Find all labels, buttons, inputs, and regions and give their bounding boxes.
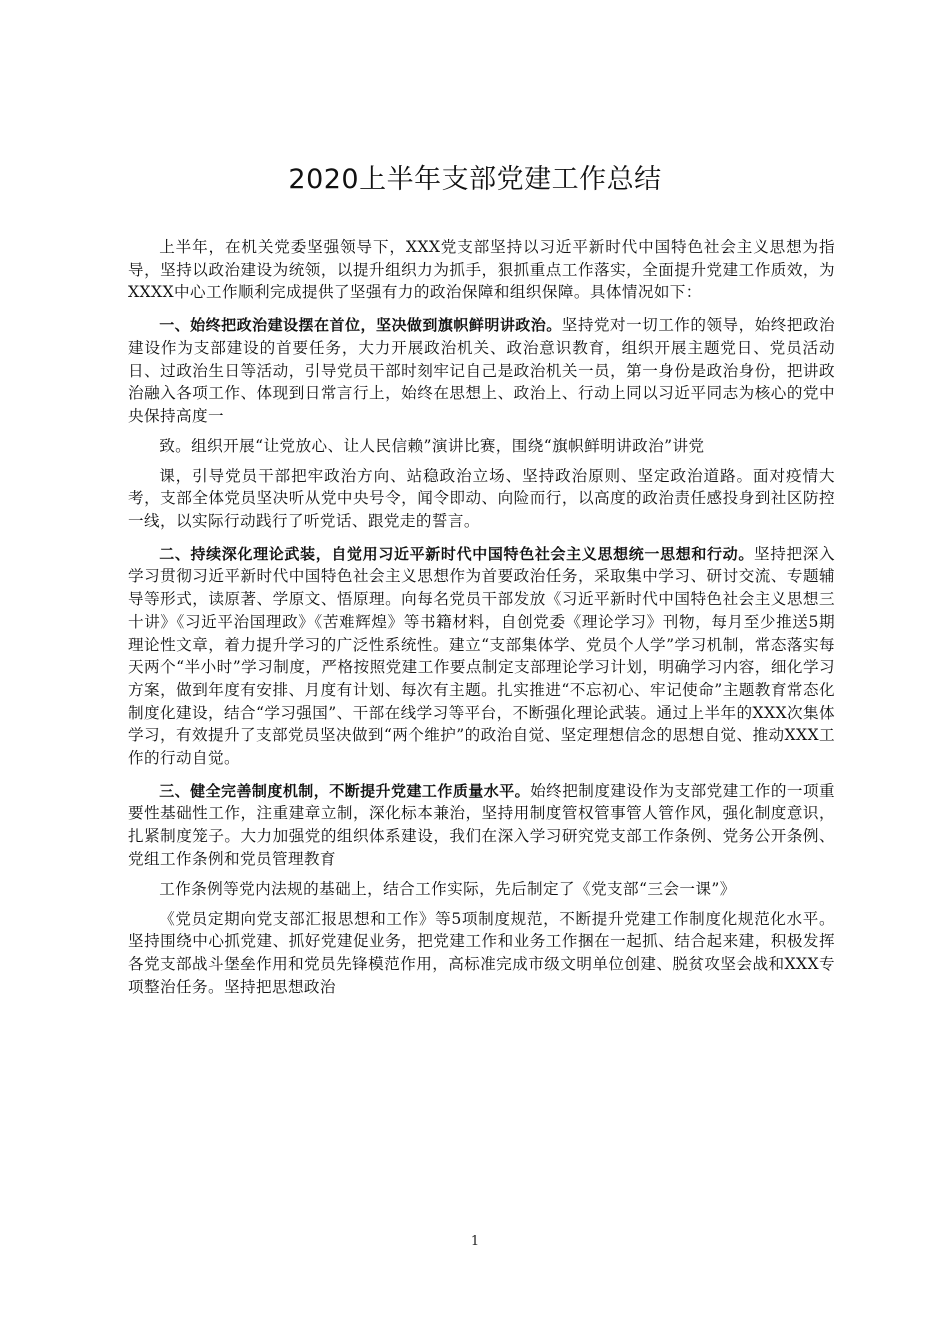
section-2-paragraph xyxy=(128,543,835,770)
section-3-text-c: 《党员定期向党支部汇报思想和工作》等5项制度规范，不断提升党建工作制度化规范化水平。坚持围绕中心抓党建、抓好党建促业务，把党建工作和业务工作捆在一起抓、结合起来建，积极发挥各党支部战斗堡垒作用和党员先锋模范作用，高标准完成市级文明单位创建、脱贫攻坚会战和XXX专项整治任务。坚持把思想政治 xyxy=(128,909,835,996)
section-2-heading: 二、持续深化理论武装，自觉用习近平新时代中国特色社会主义思想统一思想和行动。 xyxy=(159,544,754,563)
section-3-heading: 三、健全完善制度机制，不断提升党建工作质量水平。 xyxy=(159,781,531,800)
document-title: 2020上半年支部党建工作总结 xyxy=(288,164,662,195)
section-1-text-b: 致。组织开展“让党放心、让人民信赖”演讲比赛，围绕“旗帜鲜明讲政治”讲党 xyxy=(159,436,705,455)
document-body xyxy=(128,236,835,998)
section-1-text-c: 课，引导党员干部把牢政治方向、站稳政治立场、坚持政治原则、坚定政治道路。面对疫情大考，支部全体党员坚决听从党中央号令，闻令即动、向险而行，以高度的政治责任感投身到社区防控一线，以实际行动践行了听党话、跟党走的誓言。 xyxy=(128,466,835,531)
section-1-heading: 一、始终把政治建设摆在首位，坚决做到旗帜鲜明讲政治。 xyxy=(159,316,562,335)
section-1-paragraph xyxy=(128,314,835,533)
intro-paragraph: 上半年，在机关党委坚强领导下，XXX党支部坚持以习近平新时代中国特色社会主义思想为指导，坚持以政治建设为统领，以提升组织力为抓手，狠抓重点工作落实，全面提升党建工作质效，为XXXX中心工作顺利完成提供了坚强有力的政治保障和组织保障。具体情况如下： xyxy=(128,238,835,302)
page-number: 1 xyxy=(470,1234,480,1249)
section-3-text-a: 始终把制度建设作为支部党建工作的一项重要性基础性工作，注重建章立制，深化标本兼治，坚持用制度管权管事管人管作风，强化制度意识，扎紧制度笼子。大力加强党的组织体系建设，我们在深入学习研究党支部工作条例、党务公开条例、党组工作条例和党员管理教育 xyxy=(128,781,835,868)
section-3-paragraph xyxy=(128,780,835,999)
section-2-text: 坚持把深入学习贯彻习近平新时代中国特色社会主义思想作为首要政治任务，采取集中学习、研讨交流、专题辅导等形式，读原著、学原文、悟原理。向每名党员干部发放《习近平新时代中国特色社会主义思想三十讲》《习近平治国理政》《苦难辉煌》等书籍材料，自创党委《理论学习》刊物，每月至少推送5期理论性文章，着力提升学习的广泛性系统性。建立“支部集体学、党员个人学”学习机制，常态落实每天两个“半小时”学习制度，严格按照党建工作要点制定支部理论学习计划，明确学习内容，细化学习方案，做到年度有安排、月度有计划、每次有主题。扎实推进“不忘初心、牢记使命”主题教育常态化制度化建设，结合“学习强国”、干部在线学习等平台，不断强化理论武装。通过上半年的XXX次集体学习，有效提升了支部党员坚决做到“两个维护”的政治自觉、坚定理想信念的思想自觉、推动XXX工作的行动自觉。 xyxy=(128,544,835,768)
section-3-text-b: 工作条例等党内法规的基础上，结合工作实际，先后制定了《党支部“三会一课”》 xyxy=(159,879,736,898)
section-1-text-a: 坚持党对一切工作的领导，始终把政治建设作为支部建设的首要任务，大力开展政治机关、政治意识教育，组织开展主题党日、党员活动日、过政治生日等活动，引导党员干部时刻牢记自己是政治机关一员，第一身份是政治身份，把讲政治融入各项工作、体现到日常言行上，始终在思想上、政治上、行动上同以习近平同志为核心的党中央保持高度一 xyxy=(128,316,835,425)
